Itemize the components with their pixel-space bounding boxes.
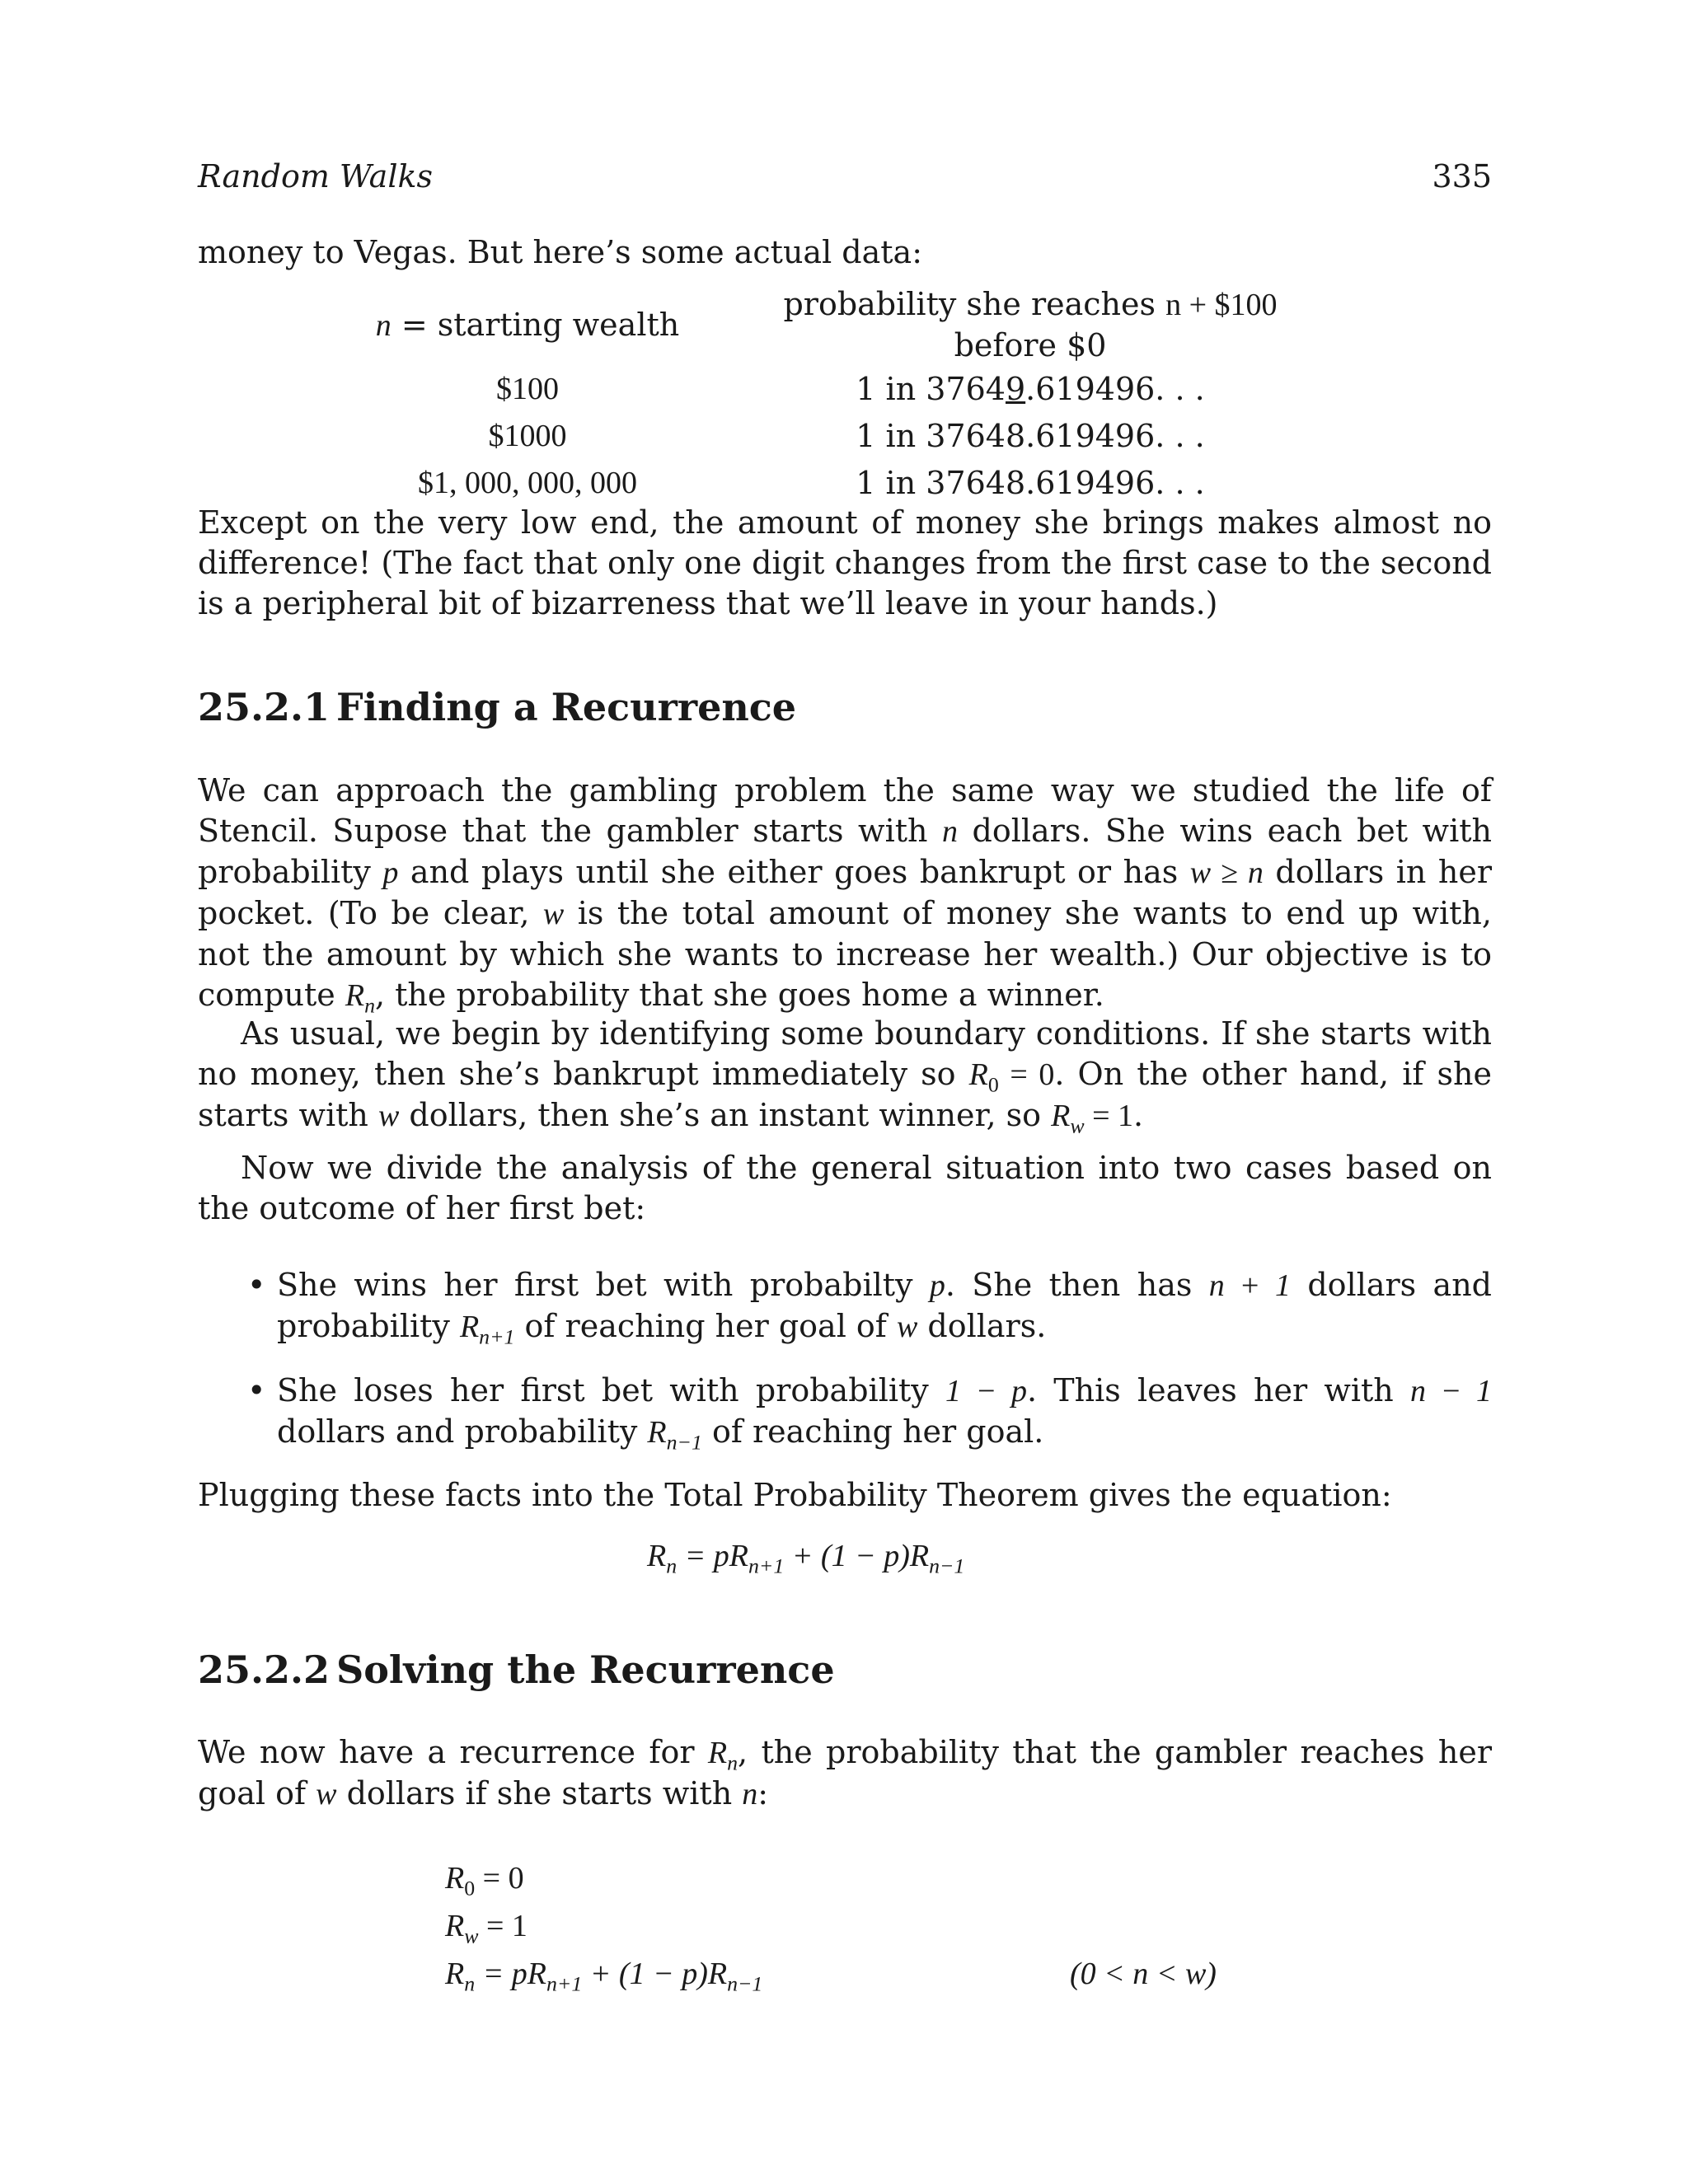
table-cell-wealth: $1, 000, 000, 000 xyxy=(418,466,637,500)
section-heading-solving-recurrence xyxy=(198,1647,835,1693)
cases-list xyxy=(198,1265,1492,1476)
section-title: Finding a Recurrence xyxy=(336,685,797,729)
table-cell-probability: 1 in 37648.619496. . . xyxy=(856,465,1205,501)
list-item: • She wins her first bet with probabilty p. She then has n + 1 dollars and probability $R_{n+1}$ of reaching her goal of w dollars. xyxy=(247,1267,1492,1349)
running-head-title: Random Walks xyxy=(198,158,434,194)
page-number: 335 xyxy=(1432,158,1492,194)
bullet-icon: • xyxy=(247,1372,266,1408)
section-title: Solving the Recurrence xyxy=(336,1647,835,1692)
table-cell-wealth: $1000 xyxy=(488,419,567,453)
list-item: • She loses her first bet with probability 1 − p. This leaves her with n − 1 dollars and probability $R_{n-1}$ of reaching her goal. xyxy=(247,1372,1492,1455)
system-row-rn: $R_n = pR_{n+1} + (1 - p)R_{n-1}$ xyxy=(445,1957,763,1996)
paragraph-boundary: As usual, we begin by identifying some boundary conditions. If she starts with no money, then she’s bankrupt immediately so $R_0 = 0$. On the other hand, if she starts with w dollars, then she’s an instant winner, so $R_w = 1$. xyxy=(198,1015,1492,1138)
intro-line: money to Vegas. But here’s some actual data: xyxy=(198,234,923,270)
system-condition: (0 < n < w) xyxy=(1070,1957,1217,1991)
table-row xyxy=(354,460,1327,507)
section-heading-finding-recurrence xyxy=(198,684,796,730)
table-header-row xyxy=(354,284,1327,366)
system-row-r0: $R_0 = 0$ xyxy=(445,1861,524,1900)
table-row xyxy=(354,366,1327,413)
paragraph-except: Except on the very low end, the amount of money she brings makes almost no difference! (The fact that only one digit changes from the first case to the second is a peripheral bit of bizarreness that we’ll leave in your hands.) xyxy=(198,504,1492,621)
table-row xyxy=(354,413,1327,460)
section-number: 25.2.2 xyxy=(198,1647,331,1692)
paragraph-setup: We can approach the gambling problem the same way we studied the life of Stencil. Supose that the gambler starts with n dollars. She wins each bet with probability p and plays until she either goes bankrupt or has w ≥ n dollars in her pocket. (To be clear, w is the total amount of money she wants to end up with, not the amount by which she wants to increase her wealth.) Our objective is to compute $R_n$, the probability that she goes home a winner. xyxy=(198,772,1493,1018)
bullet-icon: • xyxy=(247,1267,266,1303)
table-header-wealth: n = starting wealth xyxy=(375,306,680,343)
section-number: 25.2.1 xyxy=(198,685,331,729)
system-row-rw: $R_w = 1$ xyxy=(445,1909,528,1948)
table-cell-probability: 1 in 37648.619496. . . xyxy=(856,418,1205,454)
paragraph-total-probability: Plugging these facts into the Total Probability Theorem gives the equation: xyxy=(198,1477,1392,1513)
table-header-probability: probability she reaches n + $100 before $0 xyxy=(783,286,1278,363)
table-cell-wealth: $100 xyxy=(496,372,559,406)
data-table xyxy=(354,284,1327,507)
table-cell-probability: 1 in 37649.619496. . . xyxy=(856,371,1205,407)
equation-recurrence: $R_n = pR_{n+1} + (1 - p)R_{n-1}$ xyxy=(647,1539,965,1578)
paragraph-cases-intro: Now we divide the analysis of the general situation into two cases based on the outcome of her first bet: xyxy=(198,1150,1492,1226)
paragraph-recurrence-intro: We now have a recurrence for $R_n$, the probability that the gambler reaches her goal of w dollars if she starts with n: xyxy=(198,1734,1492,1811)
